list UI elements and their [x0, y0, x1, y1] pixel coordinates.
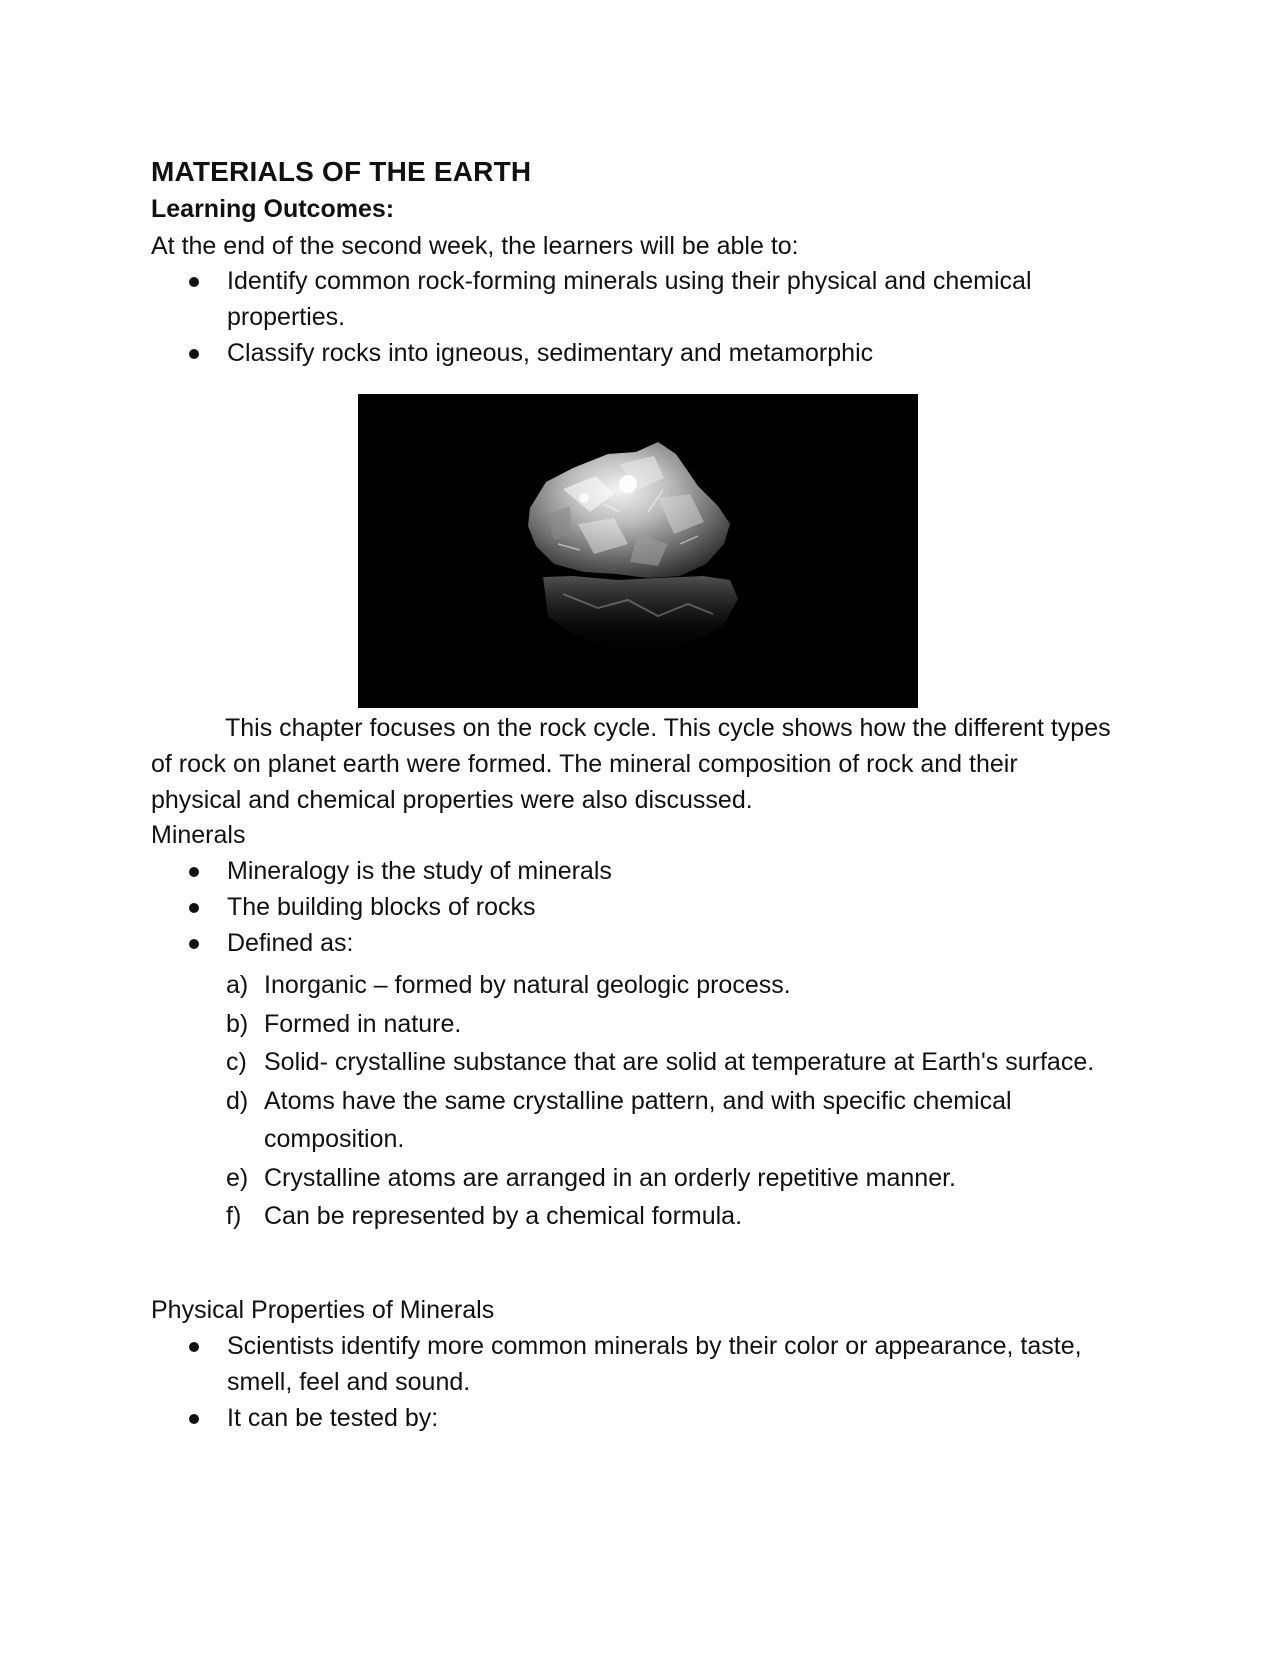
list-item-text: Defined as: — [227, 929, 354, 957]
chapter-paragraph-text: This chapter focuses on the rock cycle. This cycle shows how the different types of rock on planet earth were formed. The mineral composition of rock and their physical and chemical properties were also discussed. — [151, 714, 1111, 814]
item-marker: a) — [226, 971, 249, 999]
list-item-text: Classify rocks into igneous, sedimentary and metamorphic — [227, 339, 874, 367]
list-item — [151, 925, 1111, 961]
item-text: Crystalline atoms are arranged in an orderly repetitive manner. — [264, 1163, 957, 1192]
list-item-text: Scientists identify more common minerals by their color or appearance, taste, smell, feel and sound. — [227, 1332, 1082, 1396]
physical-properties-list — [151, 1328, 1111, 1436]
definition-item — [151, 1159, 1111, 1198]
list-item-text: The building blocks of rocks — [227, 893, 536, 921]
list-item-text: Mineralogy is the study of minerals — [227, 857, 612, 885]
bullet-icon — [189, 1342, 199, 1352]
item-marker: b) — [226, 1009, 249, 1038]
definition-list — [151, 966, 1111, 1236]
physical-properties-heading: Physical Properties of Minerals — [151, 1296, 495, 1324]
mineral-photo — [358, 394, 918, 708]
list-item — [151, 1400, 1111, 1436]
definition-item — [151, 1043, 1111, 1082]
definition-item — [151, 1082, 1111, 1159]
list-item — [151, 263, 1111, 335]
bullet-icon — [189, 903, 199, 913]
item-text: Inorganic – formed by natural geologic process. — [264, 971, 791, 999]
outcomes-list — [151, 263, 1111, 371]
learning-outcomes-heading: Learning Outcomes: — [151, 195, 395, 223]
intro-line: At the end of the second week, the learners will be able to: — [151, 232, 799, 260]
minerals-heading: Minerals — [151, 821, 246, 849]
crystal-rock-icon — [358, 394, 918, 708]
item-text: Can be represented by a chemical formula. — [264, 1202, 743, 1230]
item-marker: d) — [226, 1086, 249, 1115]
list-item-text: Identify common rock-forming minerals using their physical and chemical properties. — [227, 267, 1032, 331]
list-item — [151, 889, 1111, 925]
item-marker: e) — [226, 1163, 249, 1192]
list-item-text: It can be tested by: — [227, 1404, 439, 1432]
item-marker: c) — [226, 1048, 247, 1076]
chapter-paragraph — [151, 710, 1111, 818]
bullet-icon — [189, 1414, 199, 1424]
definition-item — [151, 1197, 1111, 1236]
item-text: Atoms have the same crystalline pattern, and with specific chemical composition. — [264, 1086, 1012, 1153]
bullet-icon — [189, 277, 199, 287]
definition-item — [151, 1005, 1111, 1044]
item-marker: f) — [226, 1202, 242, 1230]
list-item — [151, 335, 1111, 371]
bullet-icon — [189, 349, 199, 359]
bullet-icon — [189, 867, 199, 877]
bullet-icon — [189, 939, 199, 949]
list-item — [151, 853, 1111, 889]
item-text: Solid- crystalline substance that are solid at temperature at Earth's surface. — [264, 1048, 1095, 1076]
definition-item — [151, 966, 1111, 1005]
page-title: MATERIALS OF THE EARTH — [151, 156, 532, 187]
item-text: Formed in nature. — [264, 1009, 462, 1038]
list-item — [151, 1328, 1111, 1400]
minerals-list — [151, 853, 1111, 961]
